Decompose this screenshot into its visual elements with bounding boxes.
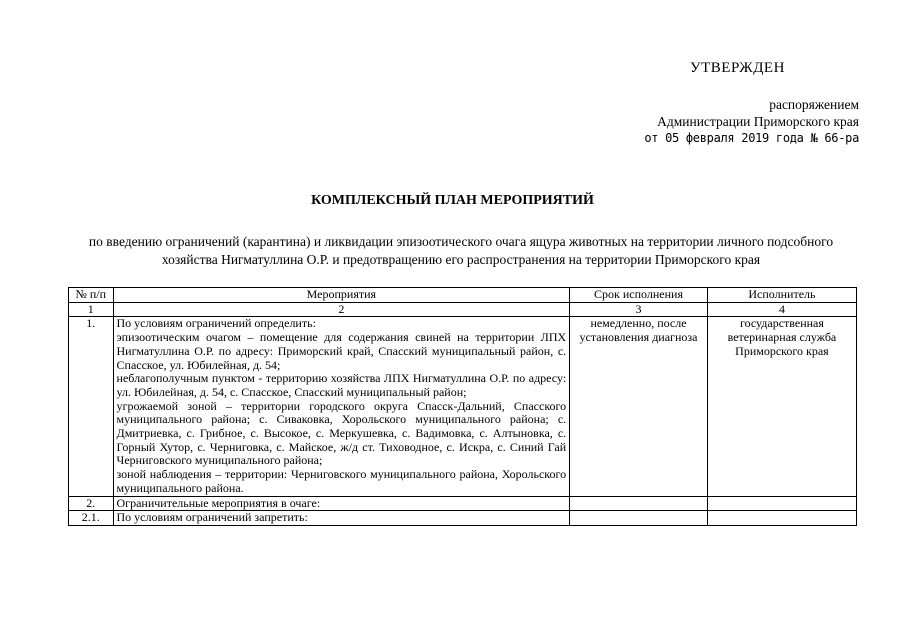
row-term: немедленно, после установления диагноза bbox=[570, 317, 708, 496]
approval-line-administration: Администрации Приморского края bbox=[657, 114, 859, 129]
row-number: 2. bbox=[69, 496, 114, 511]
row-measures bbox=[113, 317, 570, 496]
column-header-measures: Мероприятия bbox=[113, 288, 570, 303]
column-header-term: Срок исполнения bbox=[570, 288, 708, 303]
row-measures: По условиям ограничений запретить: bbox=[113, 511, 570, 526]
row-executor bbox=[707, 496, 856, 511]
table-row bbox=[69, 496, 857, 511]
measure-line: неблагополучным пунктом - территорию хозяйства ЛПХ Нигматуллина О.Р. по адресу: ул. Юбилейная, д. 54, с. Спасское, Спасский муниципальный район; bbox=[116, 371, 567, 399]
measure-line: угрожаемой зоной – территории городского округа Спасск-Дальний, Спасского муниципального района; с. Сиваковка, Хорольского муниципального района; с. Дмитриевка, с. Грибное, с. Высокое, с. Меркушевка, с. Вадимовка, с. Алтыновка, с. Горный Хутор, с. Черниговка, с. Майское, ж/д ст. Тиховодное, с. Искра, с. Синий Гай Черниговского муниципального района; bbox=[116, 398, 567, 468]
column-number: 2 bbox=[113, 302, 570, 317]
table-header-row bbox=[69, 288, 857, 303]
measure-line: эпизоотическим очагом – помещение для содержания свиней на территории ЛПХ Нигматуллина О.Р. по адресу: Приморский край, Спасский муниципальный район, с. Спасское, ул. Юбилейная, д. 54; bbox=[116, 330, 567, 372]
row-number: 2.1. bbox=[69, 511, 114, 526]
approval-stamp-date-number: от 05 февраля 2019 года № 66-ра bbox=[644, 131, 859, 145]
document-subtitle: по введению ограничений (карантина) и ликвидации эпизоотического очага ящура животных на территории личного подсобного хозяйства Нигматуллина О.Р. и предотвращению его распространения на территории Приморского края bbox=[88, 234, 834, 267]
row-executor: государственная ветеринарная служба Приморского края bbox=[707, 317, 856, 496]
approval-block bbox=[644, 96, 859, 147]
row-number: 1. bbox=[69, 317, 114, 496]
measure-line: По условиям ограничений определить: bbox=[116, 316, 316, 331]
approval-line-order: распоряжением bbox=[769, 97, 859, 112]
column-number-row bbox=[69, 302, 857, 317]
row-term bbox=[570, 511, 708, 526]
measure-line: зоной наблюдения – территории: Черниговского муниципального района, Хорольского муниципального района. bbox=[116, 467, 567, 495]
column-number: 3 bbox=[570, 302, 708, 317]
column-number: 1 bbox=[69, 302, 114, 317]
column-header-number: № п/п bbox=[69, 288, 114, 303]
document-title: КОМПЛЕКСНЫЙ ПЛАН МЕРОПРИЯТИЙ bbox=[311, 193, 594, 208]
table-row bbox=[69, 511, 857, 526]
row-term bbox=[570, 496, 708, 511]
plan-table bbox=[68, 287, 857, 526]
row-measures: Ограничительные мероприятия в очаге: bbox=[113, 496, 570, 511]
approved-label: УТВЕРЖДЕН bbox=[690, 60, 785, 76]
row-executor bbox=[707, 511, 856, 526]
table-row bbox=[69, 317, 857, 496]
column-number: 4 bbox=[707, 302, 856, 317]
column-header-executor: Исполнитель bbox=[707, 288, 856, 303]
